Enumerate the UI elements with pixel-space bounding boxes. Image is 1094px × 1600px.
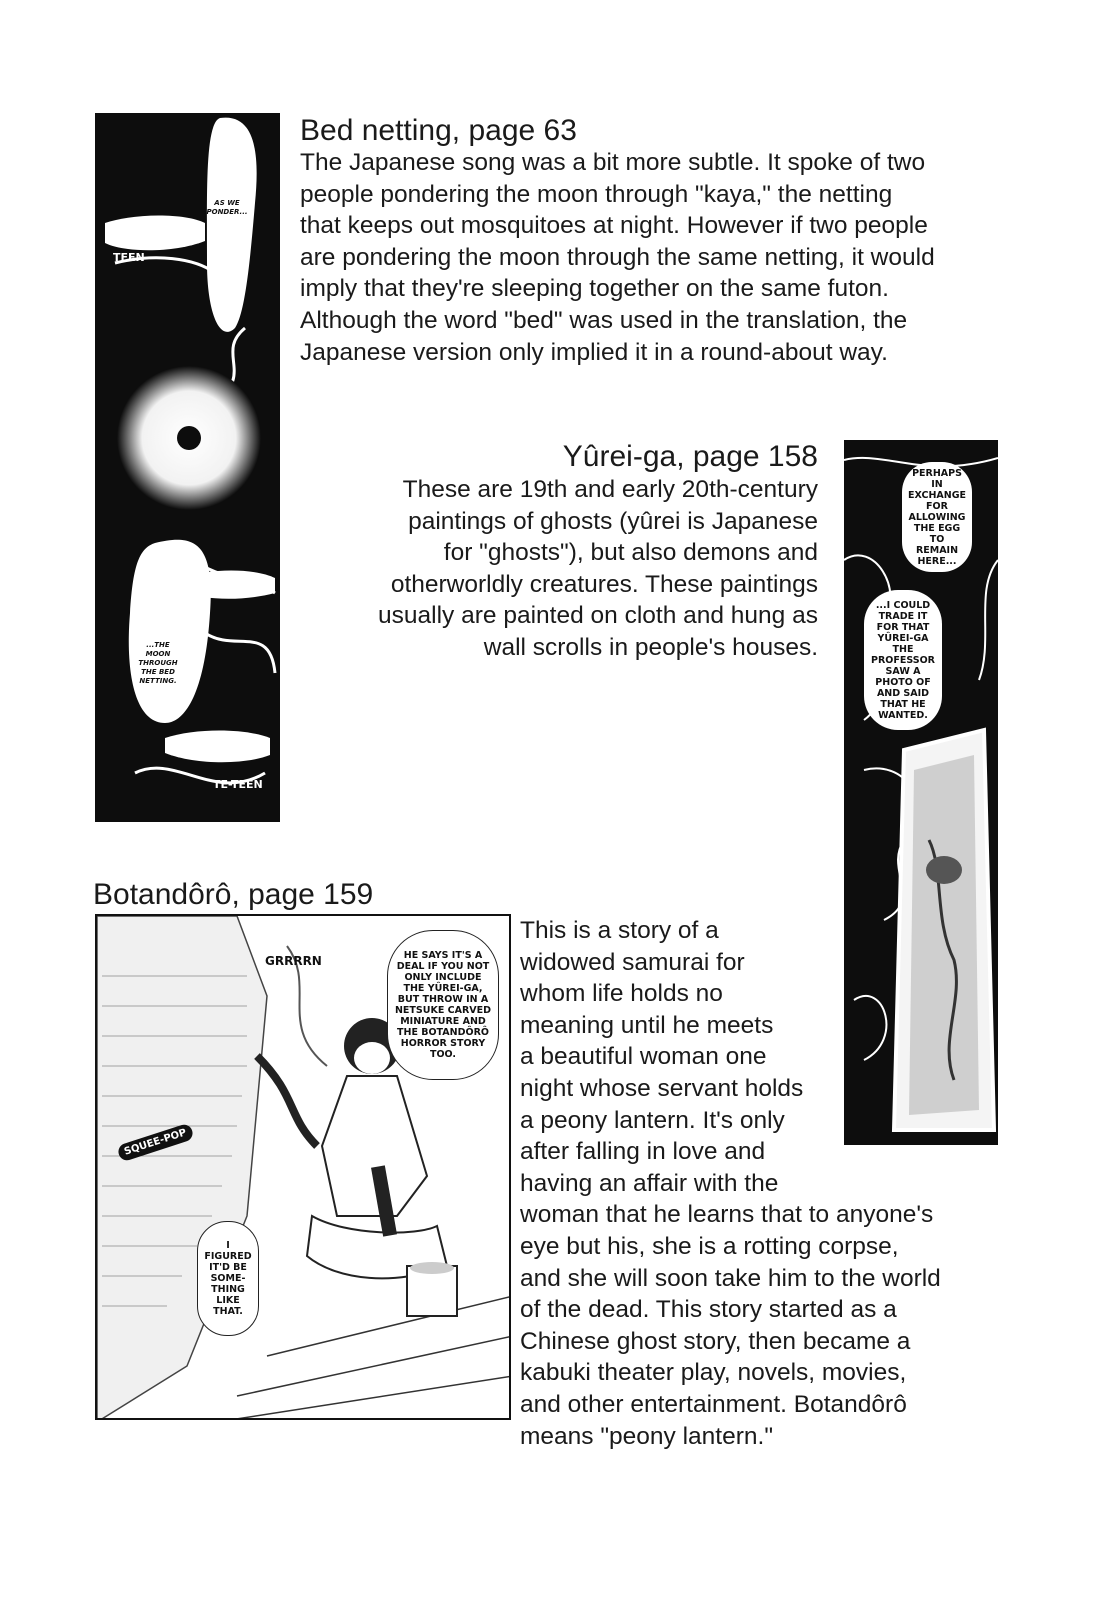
botan-sfx-grrrrn: GRRRRN [265, 954, 322, 968]
note-line: paintings of ghosts (yûrei is Japanese [408, 507, 818, 535]
note-line: night whose servant holds [520, 1074, 804, 1102]
note-line: meaning until he meets [520, 1011, 774, 1039]
note-line: Although the word "bed" was used in the translation, the [300, 306, 908, 334]
moon-sfx-3: TE-TEEN [213, 778, 263, 791]
note-line: These are 19th and early 20th-century [402, 476, 818, 503]
note-line: Japanese version only implied it in a round-about way. [300, 338, 888, 366]
note-line: of the dead. This story started as a [520, 1296, 897, 1324]
note-line: and other entertainment. Botandôrô [520, 1390, 907, 1418]
moon-sfx-2: TEEN [213, 581, 245, 594]
note-line: This is a story of a [520, 917, 719, 944]
note-line: having an affair with the [520, 1169, 779, 1197]
botan-bubble-small: I FIGURED IT'D BE SOME-THING LIKE THAT. [197, 1221, 259, 1336]
note-line: imply that they're sleeping together on the same futon. [300, 275, 889, 303]
note-line: that keeps out mosquitoes at night. However if two people [300, 212, 928, 240]
note-line: woman that he learns that to anyone's [520, 1201, 934, 1229]
note-bed-netting-title: Bed netting, page 63 [300, 114, 577, 147]
scroll-bubble-bottom: ...I COULD TRADE IT FOR THAT YÛREI-GA THE PROFESSOR SAW A PHOTO OF AND SAID THAT HE WANTED. [864, 590, 942, 730]
note-line: whom life holds no [520, 980, 723, 1008]
botan-bubble-main: HE SAYS IT'S A DEAL IF YOU NOT ONLY INCLUDE THE YÛREI-GA, BUT THROW IN A NETSUKE CARVED MINIATURE AND THE BOTANDÔRÔ HORROR STORY TOO. [387, 930, 499, 1080]
note-line: for "ghosts"), but also demons and [443, 539, 818, 567]
note-botandoro-title: Botandôrô, page 159 [93, 878, 374, 911]
scroll-bubble-top: PERHAPS IN EXCHANGE FOR ALLOWING THE EGG TO REMAIN HERE... [902, 462, 972, 572]
note-line: and she will soon take him to the world [520, 1264, 941, 1292]
note-line: means "peony lantern." [520, 1422, 774, 1450]
note-yurei-ga-title: Yûrei-ga, page 158 [562, 440, 818, 473]
note-line: kabuki theater play, novels, movies, [520, 1359, 907, 1387]
note-line: after falling in love and [520, 1138, 766, 1166]
moon-bubble-top: AS WE PONDER... [206, 199, 248, 216]
botandoro-panel [95, 914, 511, 1420]
botan-sfx-squee-pop: SQUEE-POP [116, 1123, 194, 1163]
moon-netting-panel [95, 113, 280, 822]
note-line: widowed samurai for [520, 948, 745, 976]
note-line: wall scrolls in people's houses. [483, 633, 818, 661]
note-line: people pondering the moon through "kaya," the netting [300, 180, 893, 208]
note-line: Chinese ghost story, then became a [520, 1327, 911, 1355]
moon-netting-art [95, 113, 280, 822]
note-bed-netting-body [300, 147, 1020, 368]
note-line: a peony lantern. It's only [520, 1106, 785, 1134]
note-yurei-ga-body [300, 474, 818, 664]
note-line: a beautiful woman one [520, 1043, 767, 1071]
note-line: The Japanese song was a bit more subtle. It spoke of two [300, 149, 926, 176]
moon-bubble-bottom: ...THE MOON THROUGH THE BED NETTING. [138, 640, 178, 685]
note-line: otherworldly creatures. These paintings [390, 570, 818, 598]
note-line: eye but his, she is a rotting corpse, [520, 1232, 899, 1260]
note-line: are pondering the moon through the same netting, it would [300, 243, 935, 271]
note-line: usually are painted on cloth and hung as [378, 602, 818, 630]
moon-sfx-1: TEEN [113, 251, 145, 264]
note-botandoro-body [520, 915, 1040, 1452]
